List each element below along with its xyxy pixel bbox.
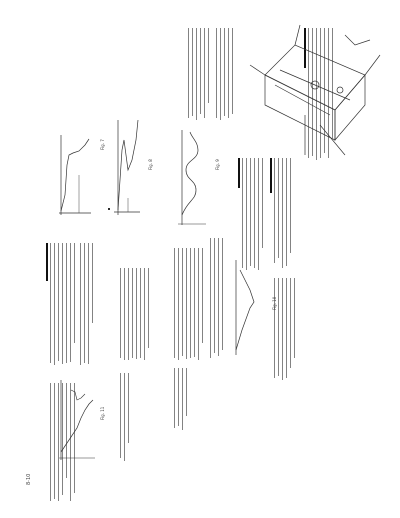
text-line [242, 158, 243, 268]
text-line [128, 373, 129, 443]
text-line [62, 243, 63, 364]
text-line [228, 28, 229, 118]
text-line [84, 243, 85, 363]
text-line [66, 243, 67, 363]
text-line [92, 243, 93, 323]
text-line [224, 28, 225, 116]
text-line [250, 158, 251, 266]
text-line [178, 248, 179, 360]
section-heading [46, 243, 48, 281]
figure-label: Fig. 9 [215, 159, 220, 170]
text-line [294, 278, 295, 358]
text-line [290, 158, 291, 253]
text-line [50, 383, 51, 501]
text-line [274, 278, 275, 378]
text-line [80, 243, 81, 365]
figure-mechanical-drawing [245, 15, 385, 165]
text-line [124, 268, 125, 360]
text-line [278, 158, 279, 258]
text-line [282, 278, 283, 380]
text-line [54, 243, 55, 365]
text-line [58, 243, 59, 361]
text-column-6 [180, 8, 241, 510]
text-line [254, 158, 255, 268]
text-line [258, 158, 259, 270]
text-line [290, 278, 291, 368]
text-line [274, 158, 275, 263]
text-line [204, 28, 205, 118]
text-line [132, 268, 133, 358]
page-number: 8-10 [26, 473, 32, 485]
text-column-2 [100, 8, 161, 510]
text-line [74, 243, 75, 343]
text-line [216, 28, 217, 118]
text-line [188, 28, 189, 118]
text-line [200, 28, 201, 114]
text-line [232, 28, 233, 114]
text-line [262, 158, 263, 248]
figure-label: Fig. 11 [100, 406, 105, 420]
text-line [140, 268, 141, 358]
text-line [192, 28, 193, 116]
text-line [282, 158, 283, 268]
text-line [120, 268, 121, 358]
text-line [286, 278, 287, 378]
text-line [208, 28, 209, 103]
text-line [50, 243, 51, 363]
text-line [278, 278, 279, 376]
text-line [196, 28, 197, 120]
figure-curve-3 [55, 370, 100, 465]
text-line [174, 248, 175, 358]
text-line [148, 268, 149, 348]
text-line [136, 268, 137, 359]
figure-label: Fig. 10 [272, 296, 277, 310]
figure-label: Fig. 7 [100, 139, 105, 150]
figure-curve-1 [55, 125, 95, 220]
figure-label: Fig. 8 [148, 159, 153, 170]
text-line [220, 28, 221, 120]
text-line [88, 243, 89, 364]
text-line [246, 158, 247, 270]
text-line [144, 268, 145, 360]
text-line [128, 268, 129, 360]
text-line [124, 373, 125, 461]
text-line [120, 373, 121, 458]
text-line [174, 368, 175, 428]
text-line [286, 158, 287, 266]
figure-curve-2 [110, 100, 145, 220]
text-line [178, 368, 179, 426]
text-line [70, 243, 71, 362]
